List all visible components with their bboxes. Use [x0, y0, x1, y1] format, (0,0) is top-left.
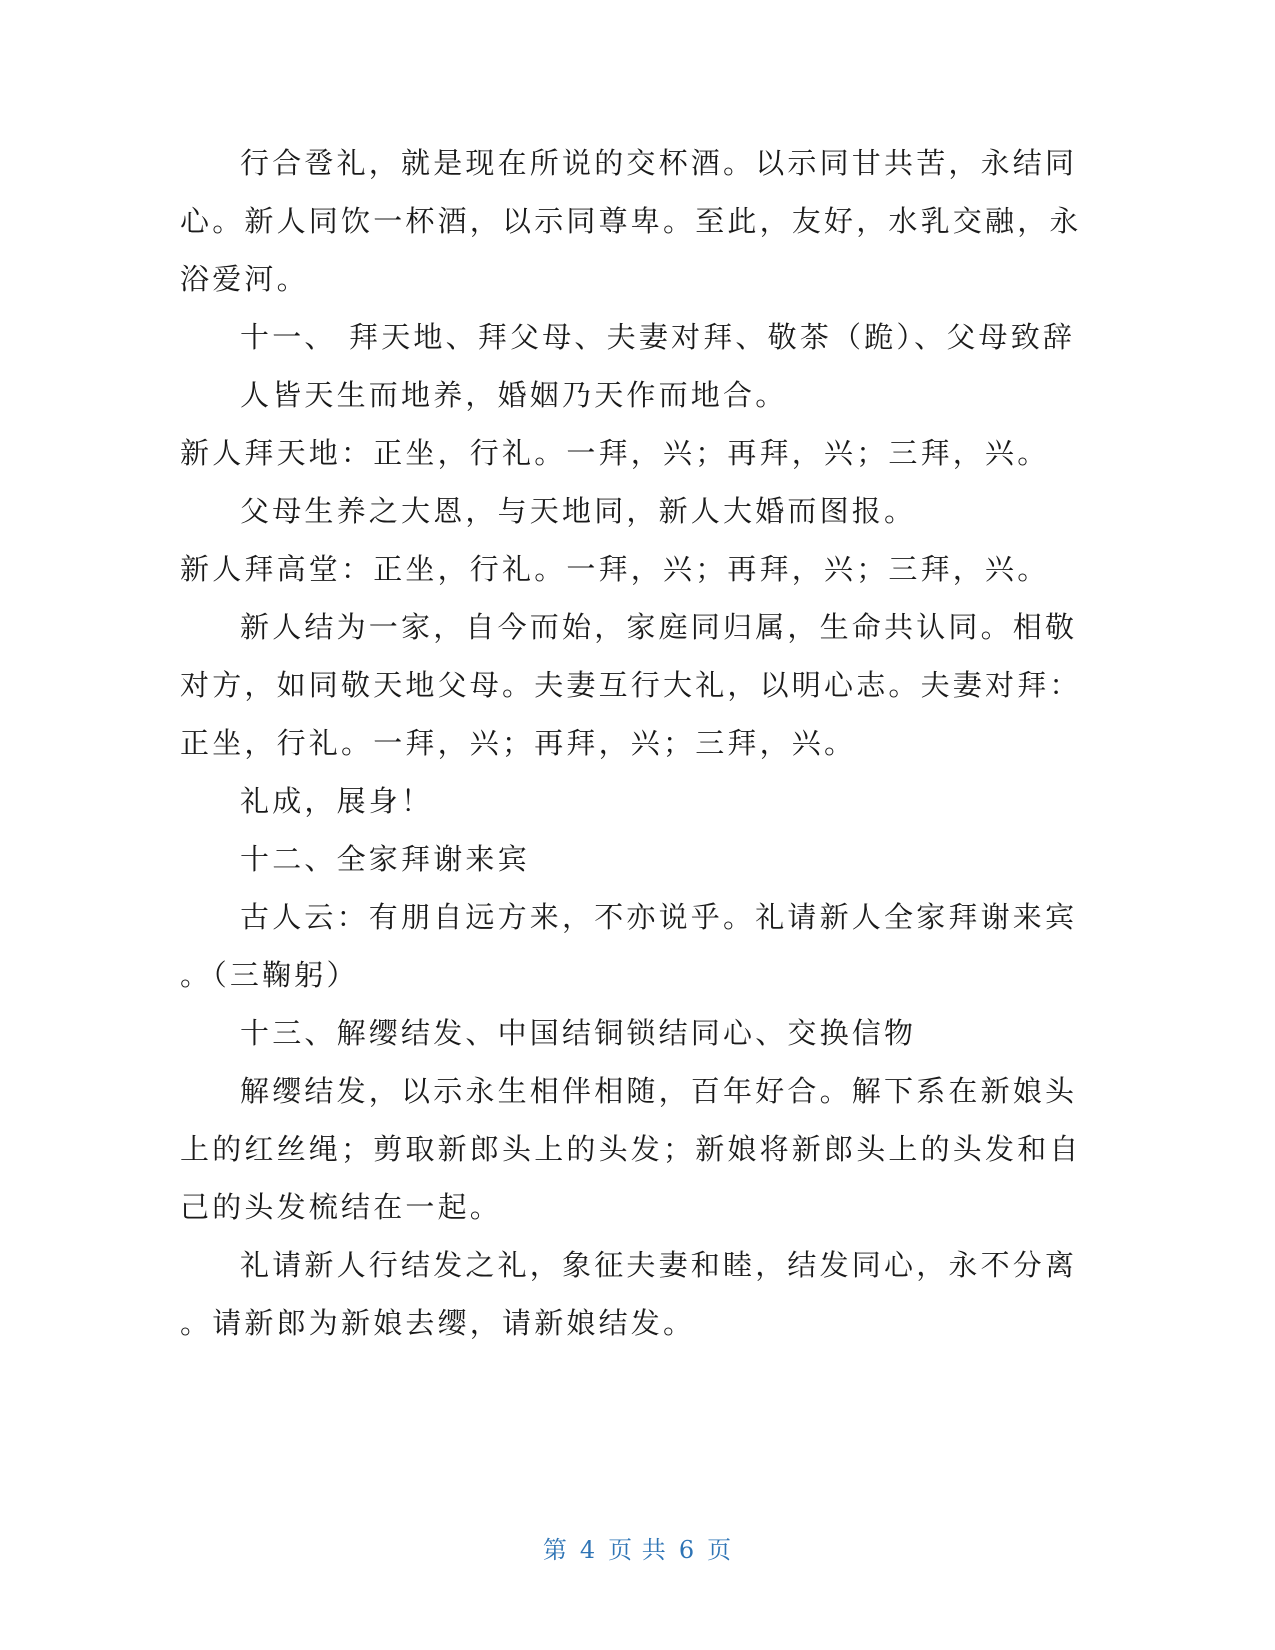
footer-page-number: 4	[579, 1536, 597, 1564]
text-line: 新人拜高堂：正坐，行礼。一拜，兴；再拜，兴；三拜，兴。	[180, 552, 1050, 586]
text-line: 己的头发梳结在一起。	[180, 1190, 503, 1224]
section-heading: 十二、全家拜谢来宾	[240, 842, 530, 876]
footer-suffix: 页	[707, 1536, 733, 1564]
text-line: 新人拜天地：正坐，行礼。一拜，兴；再拜，兴；三拜，兴。	[180, 436, 1050, 470]
footer-prefix: 第	[542, 1536, 568, 1564]
text-line: 行合卺礼，就是现在所说的交杯酒。以示同甘共苦，永结同	[240, 146, 1078, 180]
text-line: 心。新人同饮一杯酒，以示同尊卑。至此，友好，水乳交融，永	[180, 204, 1082, 238]
section-heading: 十三、解缨结发、中国结铜锁结同心、交换信物	[240, 1016, 917, 1050]
text-line: 古人云：有朋自远方来，不亦说乎。礼请新人全家拜谢来宾	[240, 900, 1078, 934]
text-line: 礼请新人行结发之礼，象征夫妻和睦，结发同心，永不分离	[240, 1248, 1078, 1282]
text-line: 父母生养之大恩，与天地同，新人大婚而图报。	[240, 494, 917, 528]
page-footer	[0, 1530, 1275, 1565]
text-line: 对方，如同敬天地父母。夫妻互行大礼，以明心志。夫妻对拜：	[180, 668, 1082, 702]
text-line: 正坐，行礼。一拜，兴；再拜，兴；三拜，兴。	[180, 726, 857, 760]
text-line: 。请新郎为新娘去缨，请新娘结发。	[180, 1306, 696, 1340]
footer-middle: 页 共	[608, 1536, 667, 1564]
section-heading: 十一、 拜天地、拜父母、夫妻对拜、敬茶（跪）、父母致辞	[240, 320, 1076, 354]
text-line: 人皆天生而地养，婚姻乃天作而地合。	[240, 378, 788, 412]
text-line: 解缨结发，以示永生相伴相随，百年好合。解下系在新娘头	[240, 1074, 1078, 1108]
text-line: 浴爱河。	[180, 262, 309, 296]
text-line: 新人结为一家，自今而始，家庭同归属，生命共认同。相敬	[240, 610, 1078, 644]
text-line: 礼成，展身！	[240, 784, 434, 818]
text-line: 上的红丝绳；剪取新郎头上的头发；新娘将新郎头上的头发和自	[180, 1132, 1082, 1166]
text-line: 。（三鞠躬）	[180, 958, 359, 992]
footer-total-pages: 6	[678, 1536, 696, 1564]
